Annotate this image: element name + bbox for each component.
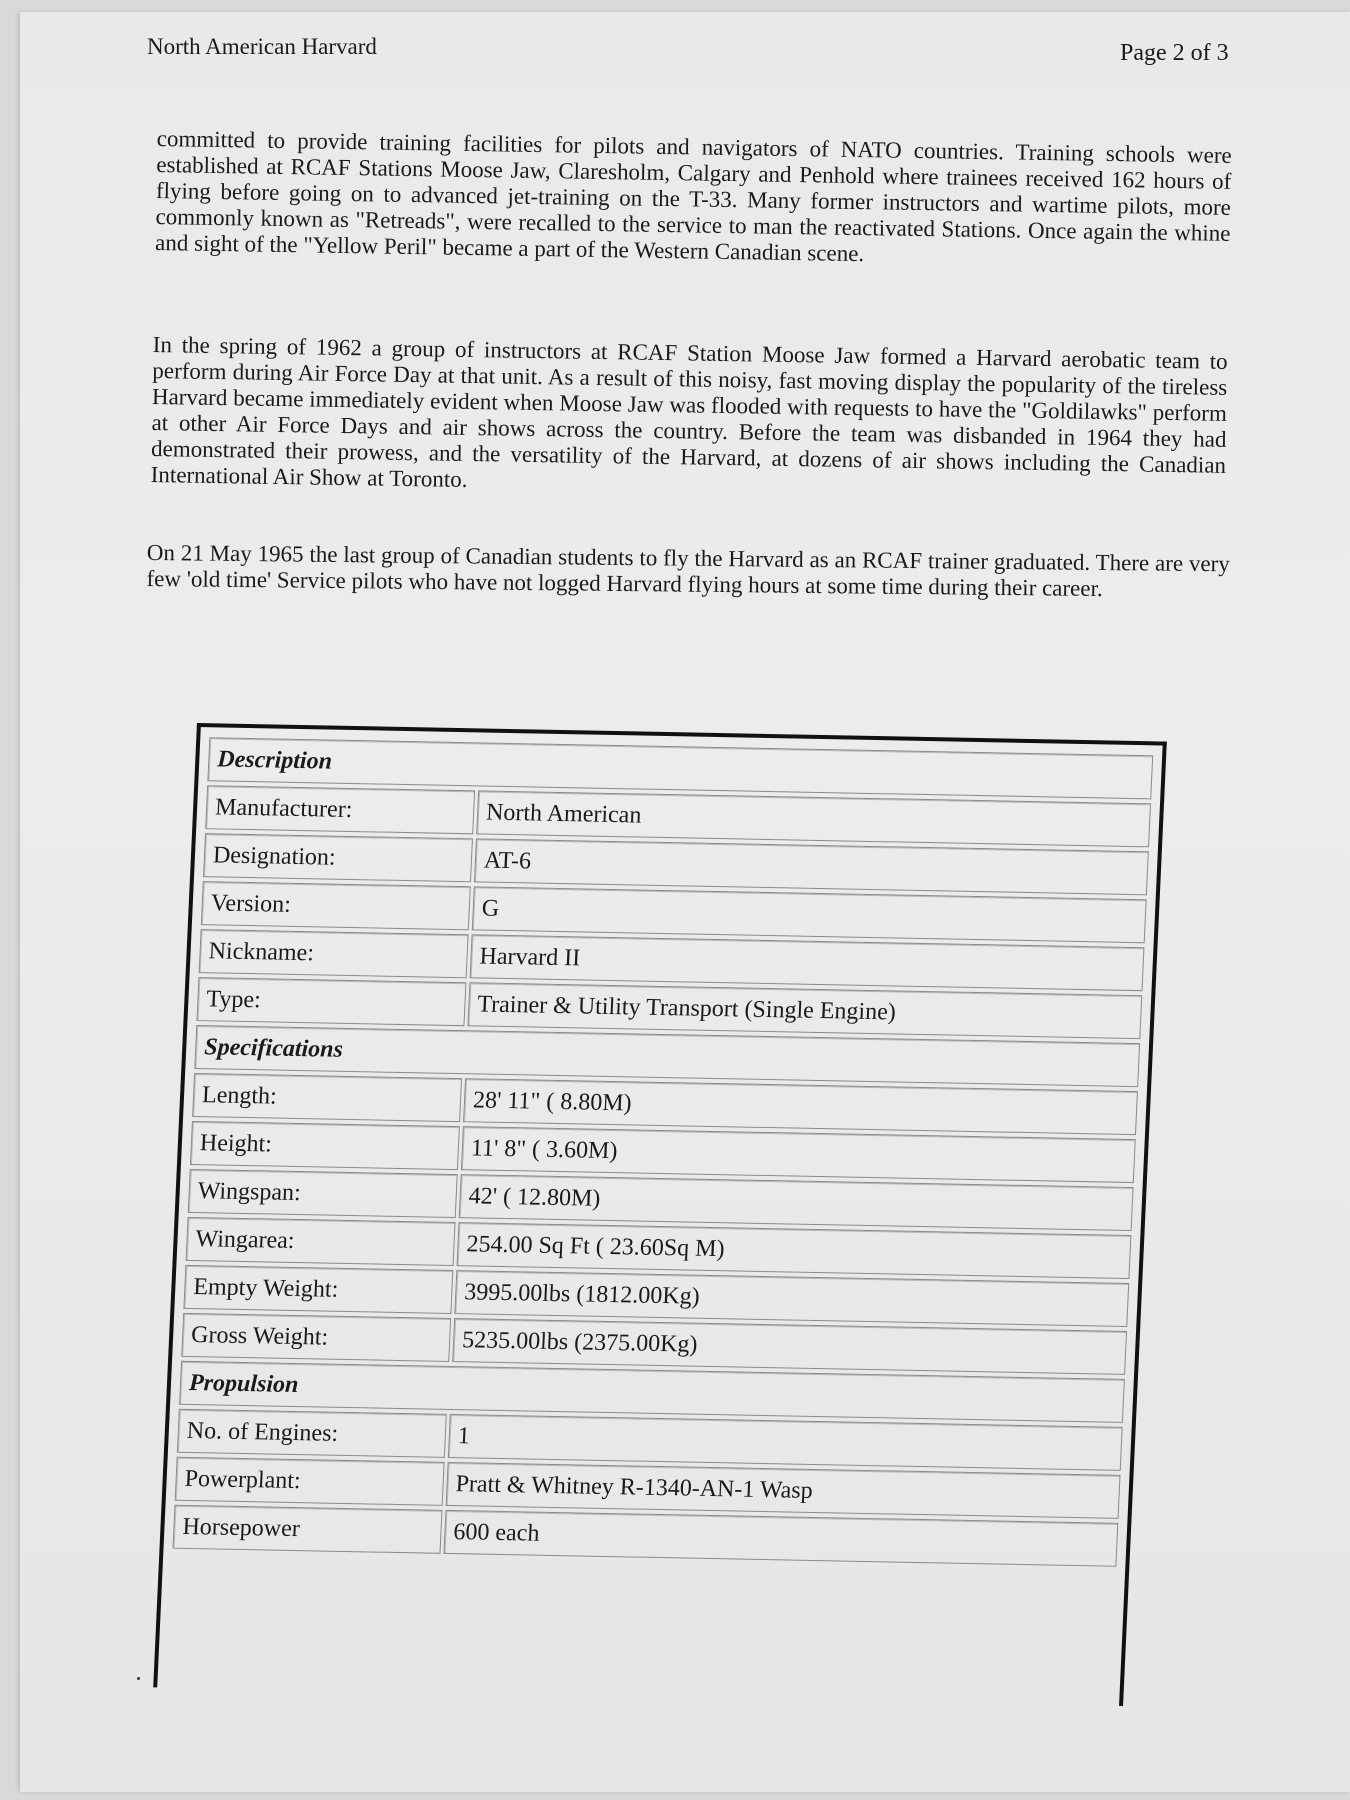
row-label-horsepower: Horsepower (173, 1505, 443, 1554)
row-label-manufacturer: Manufacturer: (205, 785, 475, 834)
row-value-type: Trainer & Utility Transport (Single Engine) (467, 982, 1142, 1039)
row-value-horsepower: 600 each (443, 1510, 1118, 1567)
row-value-wingspan: 42' ( 12.80M) (459, 1174, 1134, 1231)
stray-mark (137, 1677, 140, 1680)
row-label-no-of-engines: No. of Engines: (177, 1409, 447, 1458)
row-value-no-of-engines: 1 (448, 1414, 1123, 1471)
spec-table-frame (153, 723, 1167, 1706)
row-label-nickname: Nickname: (199, 929, 469, 978)
row-value-designation: AT-6 (474, 838, 1149, 895)
row-label-wingarea: Wingarea: (186, 1217, 456, 1266)
row-label-designation: Designation: (203, 833, 473, 882)
row-value-wingarea: 254.00 Sq Ft ( 23.60Sq M) (457, 1222, 1132, 1279)
row-value-length: 28' 11" ( 8.80M) (463, 1078, 1138, 1135)
row-value-gross-weight: 5235.00lbs (2375.00Kg) (452, 1318, 1127, 1375)
row-label-wingspan: Wingspan: (188, 1169, 458, 1218)
row-label-powerplant: Powerplant: (175, 1457, 445, 1506)
section-heading-propulsion: Propulsion (179, 1361, 1125, 1423)
spec-table (169, 733, 1156, 1571)
section-heading-specifications: Specifications (194, 1025, 1140, 1087)
paragraph-1: committed to provide training facilities for pilots and navigators of NATO countries. Training schools were established at RCAF Stations Moose Jaw, Claresholm, Calgary and Penhold where trainees received 162 hours of flying before going on to advanced jet-training on the T-33. Many former instructors and wartime pilots, more commonly known as "Retreads", were recalled to the service to man the reactivated Stations. Once again the whine and sight of the "Yellow Peril" became a part of the Western Canadian scene. (154, 126, 1232, 267)
paragraph-2: In the spring of 1962 a group of instructors at RCAF Station Moose Jaw formed a Harvard aerobatic team to perform during Air Force Day at that unit. As a result of this noisy, fast moving display the popularity of the tireless Harvard became immediately evident when Moose Jaw was flooded with requests to have the "Goldilawks" perform at other Air Force Days and air shows across the country. Before the team was disbanded in 1964 they had demonstrated their prowess, and the versatility of the Harvard, at dozens of air shows including the Canadian International Air Show at Toronto. (150, 332, 1228, 492)
page-header-title: North American Harvard (147, 34, 377, 59)
document-page (20, 12, 1350, 1792)
spec-table-container (152, 723, 1197, 1742)
row-label-empty-weight: Empty Weight: (183, 1265, 453, 1314)
row-value-powerplant: Pratt & Whitney R-1340-AN-1 Wasp (446, 1462, 1121, 1519)
page-number: Page 2 of 3 (1120, 40, 1229, 66)
row-label-gross-weight: Gross Weight: (181, 1313, 451, 1362)
row-label-height: Height: (190, 1121, 460, 1170)
section-heading-description: Description (207, 737, 1153, 799)
row-value-nickname: Harvard II (470, 934, 1145, 991)
row-value-version: G (472, 886, 1147, 943)
row-value-height: 11' 8" ( 3.60M) (461, 1126, 1136, 1183)
row-label-version: Version: (201, 881, 471, 930)
row-label-type: Type: (196, 977, 466, 1026)
row-value-manufacturer: North American (476, 790, 1151, 847)
row-label-length: Length: (192, 1073, 462, 1122)
row-value-empty-weight: 3995.00lbs (1812.00Kg) (454, 1270, 1129, 1327)
paragraph-3: On 21 May 1965 the last group of Canadian students to fly the Harvard as an RCAF trainer graduated. There are very few 'old time' Service pilots who have not logged Harvard flying hours at some time during their career. (146, 540, 1230, 602)
